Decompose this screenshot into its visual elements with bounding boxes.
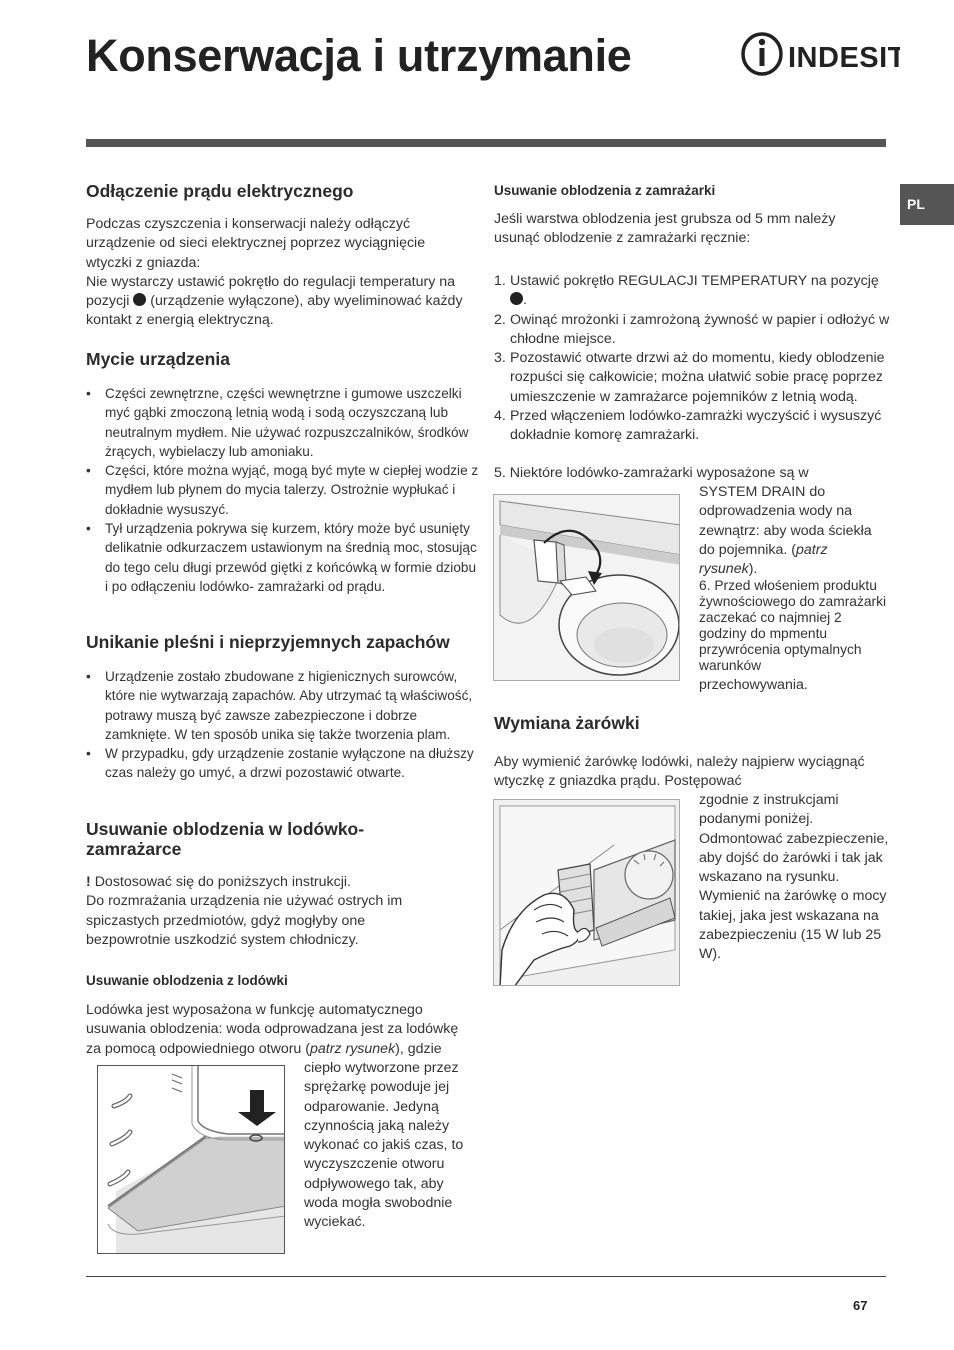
subsection-heading: Usuwanie oblodzenia z lodówki (86, 973, 288, 988)
list-item: 4. Przed włączeniem lodówko-zamrażki wyczyścić i wysuszyć dokładnie komorę zamrażarki. (494, 408, 882, 444)
warning-icon: ! (86, 874, 91, 890)
bullet-list (86, 667, 480, 783)
paragraph (86, 215, 468, 331)
section-heading: Usuwanie oblodzenia w lodówko-zamrażarce (86, 819, 365, 859)
section-heading: Odłączenie prądu elektrycznego (86, 181, 354, 201)
paragraph-wrap: ciepło wytworzone przez sprężarkę powoduje jej odparowanie. Jedyną czynnością jaką należy wykonać co jakiś czas, to wyczyszczenie otworu odpływowego tak, aby woda mogła swobodnie wyciekać. (304, 1060, 464, 1231)
list-item: • W przypadku, gdy urządzenie zostanie wyłączone na dłuższy czas należy go umyć, a drzwi pozostawić otwarte. (86, 744, 480, 783)
paragraph-text: Nie wystarczy ustawić pokrętło do regulacji temperatury na pozycji (urządzenie wyłączone), aby wyeliminować każdy kontakt z energią elektryczną. (86, 273, 463, 329)
svg-text:INDESIT: INDESIT (788, 42, 900, 74)
indesit-logo-icon (740, 30, 900, 78)
language-tab: PL (900, 184, 954, 225)
numbered-list (494, 272, 890, 446)
paragraph: Jeśli warstwa oblodzenia jest grubsza od 5 mm należy usunąć oblodzenie z zamrażarki ręcznie: (494, 211, 836, 247)
list-item: 3. Pozostawić otwarte drzwi aż do momentu, kiedy oblodzenie rozpuści się całkowicie; można ułatwić sobie pracę poprzez umieszczenie w zamrażarce pojemników z letnią wodą. (494, 350, 885, 405)
fridge-drain-illustration (97, 1065, 285, 1254)
paragraph-wrap: SYSTEM DRAIN do odprowadzenia wody na zewnątrz: aby woda ściekła do pojemnika. (patrz rysunek). (699, 484, 872, 578)
paragraph (86, 873, 416, 950)
paragraph: Aby wymienić żarówkę lodówki, należy najpierw wyciągnąć wtyczkę z gniazdka prądu. Postępować (494, 754, 865, 790)
section-heading: Mycie urządzenia (86, 349, 230, 369)
system-drain-illustration (493, 494, 680, 681)
footer-rule (86, 1276, 886, 1277)
brand-logo (740, 30, 900, 78)
off-position-icon (133, 293, 146, 306)
off-position-icon (510, 292, 523, 305)
paragraph-wrap: przechowywania. (699, 677, 808, 693)
header-rule (86, 139, 886, 147)
list-item: 6. Przed włośeniem produktu żywnościowego do zamrażarki zaczekać co najmniej 2 godziny do mpmentu przywrócenia optymalnych warunków (699, 578, 887, 673)
bulb-replacement-illustration (493, 799, 680, 986)
list-item: • Części, które można wyjąć, mogą być myte w ciepłej wodzie z mydłem lub płynem do mycia talerzy. Ostrożnie wypłukać i dokładnie wysuszyć. (86, 461, 480, 519)
bullet-list (86, 384, 480, 596)
paragraph-wrap: zgodnie z instrukcjami podanymi poniżej. Odmontować zabezpieczenie, aby dojść do żarówki i tak jak wskazano na rysunku. Wymienić na żarówkę o mocy takiej, jaka jest wskazana na zabezpieczeniu (15 W lub 25 W). (699, 792, 889, 963)
list-item: 1. Ustawić pokrętło REGULACJI TEMPERATURY na pozycję . (494, 273, 879, 309)
section-heading: Wymiana żarówki (494, 713, 640, 733)
paragraph-text: Do rozmrażania urządzenia nie używać ostrych im spiczastych przedmiotów, gdyż mogłyby one bezpowrotnie uszkodzić system chłodniczy. (86, 893, 403, 948)
warning-text: ! Dostosować się do poniższych instrukcji. (86, 874, 351, 890)
page-number: 67 (853, 1298, 868, 1313)
list-item: 2. Owinąć mrożonki i zamrożoną żywność w papier i odłożyć w chłodne miejsce. (494, 311, 890, 347)
list-item: • Części zewnętrzne, części wewnętrzne i gumowe uszczelki myć gąbki zmoczoną letnią wodą i sodą oczyszczaną lub neutralnym mydłem. Nie używać rozpuszczalników, środków żrących, wybielaczy lub amoniaku. (86, 384, 480, 461)
subsection-heading: Usuwanie oblodzenia z zamrażarki (494, 183, 716, 198)
page-title: Konserwacja i utrzymanie (86, 30, 632, 81)
paragraph-text: Podczas czyszczenia i konserwacji należy odłączyć urządzenie od sieci elektrycznej poprzez wyciągnięcie wtyczki z gniazda: (86, 216, 426, 271)
list-item: 5. Niektóre lodówko-zamrażarki wyposażone są w (494, 465, 809, 481)
section-heading: Unikanie pleśni i nieprzyjemnych zapachów (86, 632, 450, 652)
paragraph: Lodówka jest wyposażona w funkcję automatycznego usuwania oblodzenia: woda odprowadzana jest za lodówkę za pomocą odpowiedniego otworu (patrz rysunek), gdzie (86, 1002, 459, 1057)
list-item: • Urządzenie zostało zbudowane z higienicznych surowców, które nie wytwarzają zapachów. Aby utrzymać tą właściwość, potrawy muszą być zawsze zabezpieczone i dobrze zamknięte. W ten sposób unika się także tworzenia plam. (86, 667, 480, 744)
list-item: • Tył urządzenia pokrywa się kurzem, który może być usunięty delikatnie odkurzaczem ustawionym na średnią moc, stosując do tego celu długi przewód giętki z końcówką w formie dziobu i po odłączeniu lodówko- zamrażarki od prądu. (86, 519, 480, 596)
